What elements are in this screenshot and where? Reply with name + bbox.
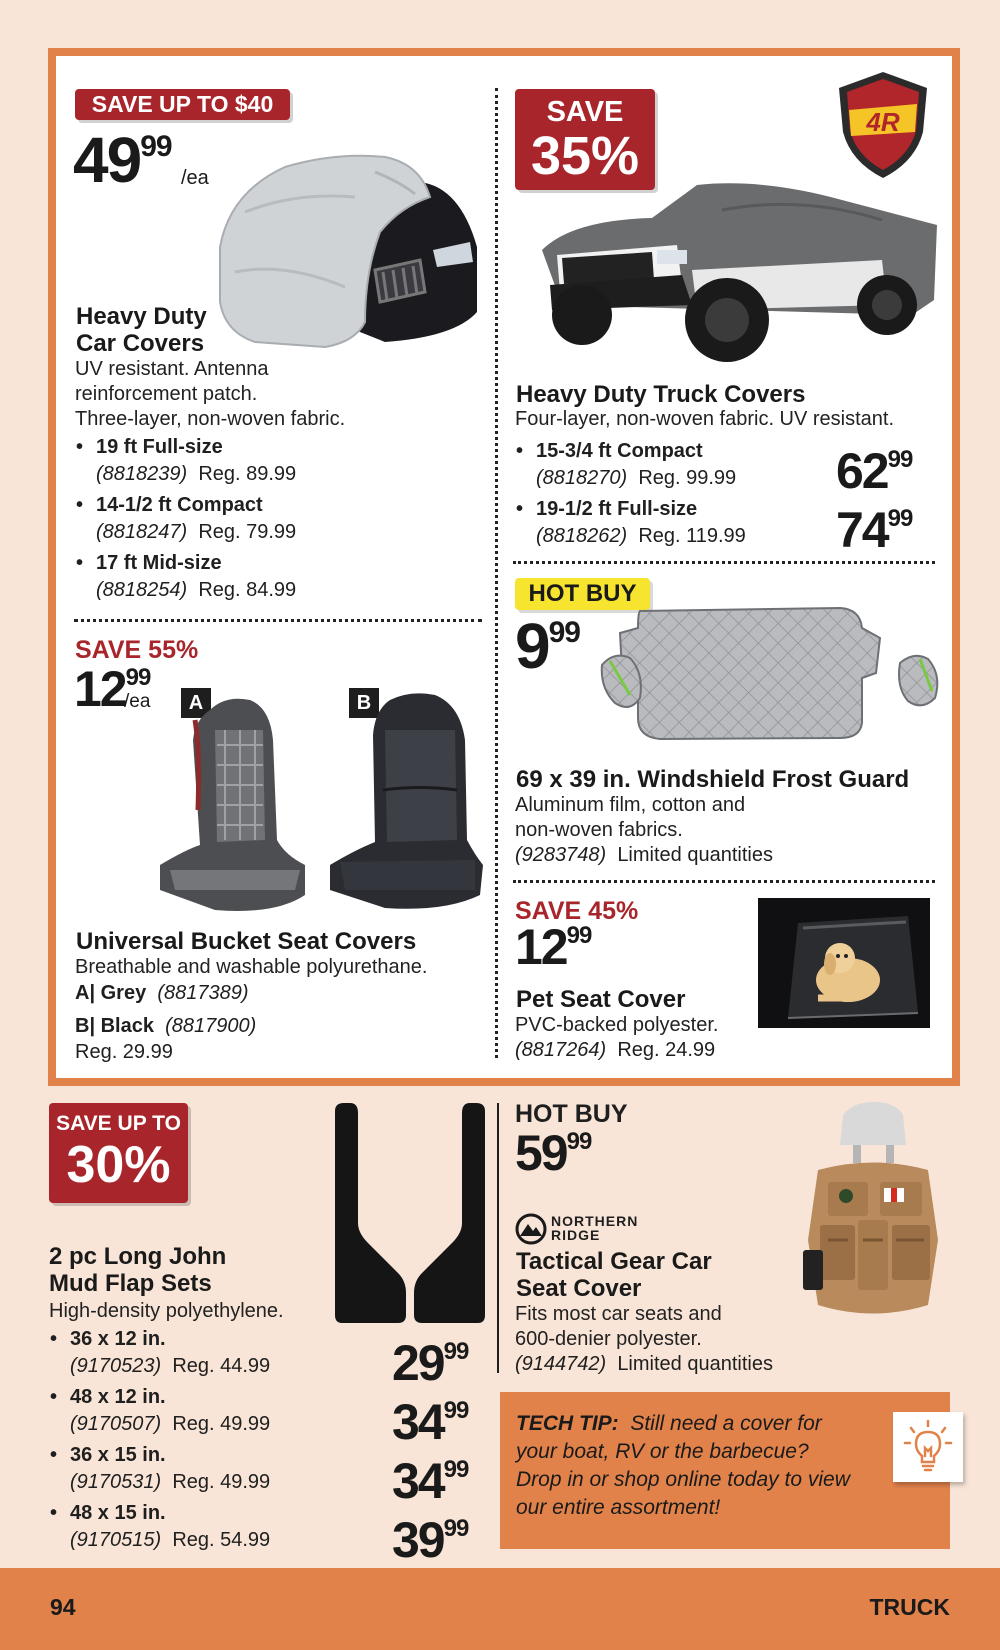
truck-cover-image [542,180,937,370]
northern-ridge-logo-icon [514,1212,548,1246]
frost-guard-price: 999 [515,610,580,682]
car-covers-price: 4999 /ea [73,124,209,196]
bottom-section-divider [497,1103,499,1373]
car-cover-image [215,152,485,357]
mud-flaps-save-badge: SAVE UP TO 30% [49,1103,188,1203]
seat-covers-title: Universal Bucket Seat Covers [76,928,417,955]
lightbulb-card [893,1412,963,1482]
list-item: • 14-1/2 ft Compact (8818247) Reg. 79.99 [74,492,296,546]
tactical-seat-cover-image [798,1100,948,1335]
mud-flaps-price-48x12: 3499 [392,1394,469,1450]
brand-shield-logo [835,70,931,180]
truck-covers-fullsize-price: 7499 [836,502,913,558]
seat-covers-reg-price: Reg. 29.99 [75,1041,173,1063]
page-number: 94 [50,1594,76,1620]
mud-flaps-price-36x12: 2999 [392,1335,469,1391]
svg-text:4R: 4R [866,107,900,137]
car-covers-save-badge: SAVE UP TO $40 [75,89,290,120]
car-covers-description: UV resistant. Antenna reinforcement patch. Three-layer, non-woven fabric. [75,358,346,430]
tech-tip-text: TECH TIP: Still need a cover for your boat, RV or the barbecue? Drop in or shop online today to view our entire assortment! [516,1412,850,1519]
mud-flaps-description: High-density polyethylene. [49,1300,284,1322]
frost-guard-code: (9283748) Limited quantities [515,844,773,866]
tactical-title: Tactical Gear Car Seat Cover [516,1248,712,1302]
panel-vertical-divider [495,88,498,1058]
tactical-hot-buy-label: HOT BUY [515,1100,628,1128]
car-covers-title: Heavy Duty Car Covers [76,303,207,357]
list-item: • 36 x 15 in. (9170531) Reg. 49.99 [48,1442,270,1496]
page-footer [0,1568,1000,1650]
seat-variant-b-label: B [349,688,379,718]
list-item: • 48 x 15 in. (9170515) Reg. 54.99 [48,1500,270,1554]
seat-covers-description: Breathable and washable polyurethane. [75,956,428,978]
truck-covers-compact-price: 6299 [836,443,913,499]
left-column-divider [74,619,482,622]
frost-guard-hot-buy-badge: HOT BUY [515,578,650,610]
mud-flaps-price-48x15: 3999 [392,1512,469,1568]
tactical-description: Fits most car seats and 600-denier polyester. [515,1303,722,1350]
black-seat-cover-image [325,690,485,915]
list-item: • 19-1/2 ft Full-size (8818262) Reg. 119.99 [514,496,746,550]
grey-seat-cover-image [155,690,315,915]
truck-covers-title: Heavy Duty Truck Covers [516,381,806,408]
list-item: • 48 x 12 in. (9170507) Reg. 49.99 [48,1384,270,1438]
list-item: • 17 ft Mid-size (8818254) Reg. 84.99 [74,550,296,604]
truck-covers-description: Four-layer, non-woven fabric. UV resistant. [515,408,895,430]
northern-ridge-brand: NORTHERN RIDGE [551,1213,639,1243]
frost-section-divider [513,880,935,883]
truck-section-divider [513,561,935,564]
pet-cover-title: Pet Seat Cover [516,986,686,1013]
frost-guard-description: Aluminum film, cotton and non-woven fabrics. [515,794,746,841]
seat-variant-a-label: A [181,688,211,718]
section-name: TRUCK [869,1594,950,1620]
mud-flaps-price-36x15: 3499 [392,1453,469,1509]
frost-guard-image [600,603,940,743]
mud-flaps-size-list [48,1326,270,1554]
truck-covers-size-list [514,438,746,550]
mud-flaps-title: 2 pc Long John Mud Flap Sets [49,1243,227,1297]
pet-cover-save-label: SAVE 45% [515,897,639,925]
pet-seat-cover-image [758,898,930,1028]
seat-variant-b: B| Black (8817900) [75,1015,257,1037]
truck-covers-save-badge: SAVE 35% [515,89,655,190]
pet-cover-description: PVC-backed polyester. [515,1014,719,1036]
tactical-price: 5999 [515,1125,592,1181]
list-item: • 15-3/4 ft Compact (8818270) Reg. 99.99 [514,438,746,492]
list-item: • 19 ft Full-size (8818239) Reg. 89.99 [74,434,296,488]
seat-covers-price: 1299 /ea [74,661,151,717]
pet-cover-price: 1299 [515,919,592,975]
car-covers-size-list [74,434,296,604]
mud-flaps-image [330,1103,490,1323]
frost-guard-title: 69 x 39 in. Windshield Frost Guard [516,766,910,793]
pet-cover-code: (8817264) Reg. 24.99 [515,1039,716,1061]
tactical-code: (9144742) Limited quantities [515,1353,773,1375]
seat-covers-save-label: SAVE 55% [75,636,199,664]
lightbulb-icon [893,1412,963,1482]
list-item: • 36 x 12 in. (9170523) Reg. 44.99 [48,1326,270,1380]
seat-variant-a: A| Grey (8817389) [75,982,249,1004]
